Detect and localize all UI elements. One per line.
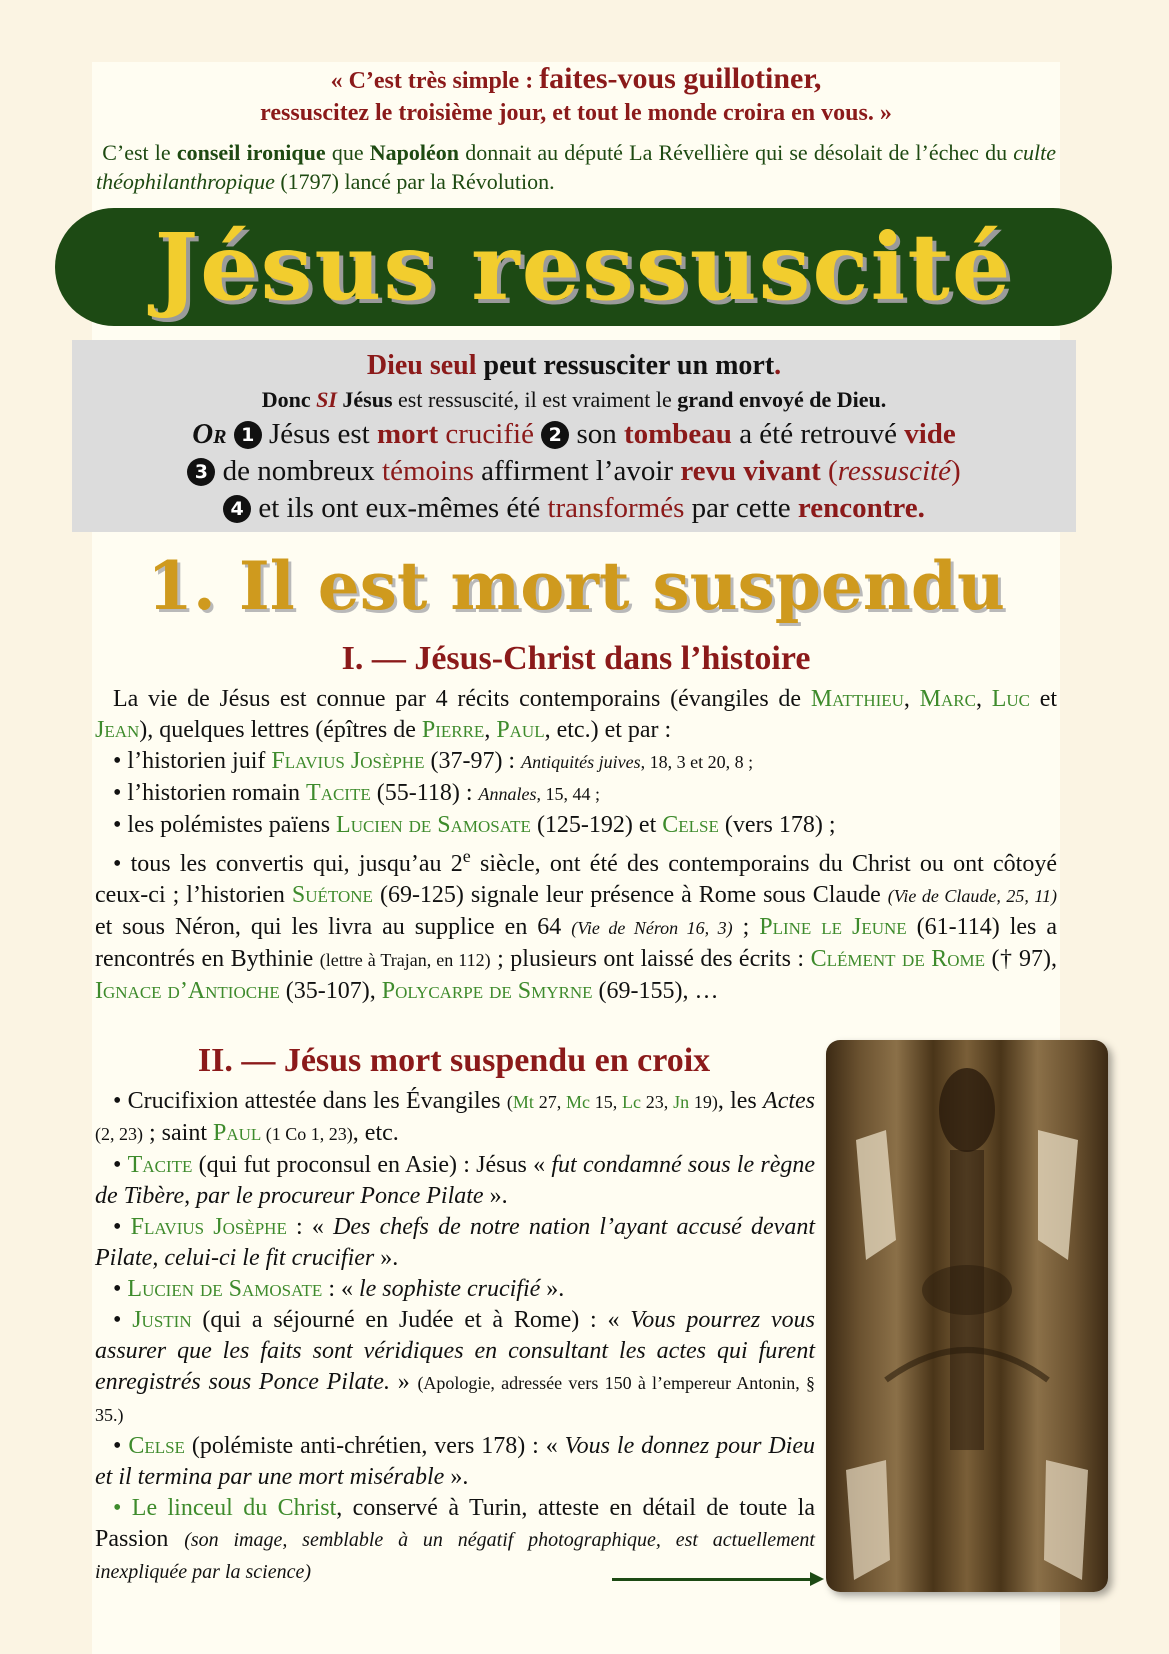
name-josephe: Flavius Josèphe (130, 1214, 287, 1240)
name-polycarpe: Polycarpe de Smyrne (381, 978, 593, 1004)
list-item (95, 810, 1057, 841)
body-text: ; (732, 914, 760, 940)
summary-text: Or (192, 418, 227, 450)
quote-italic: le sophiste crucifié (358, 1276, 541, 1302)
name-suetone: Suétone (291, 882, 373, 908)
body-text: • (113, 1433, 129, 1459)
summary-text: mort (376, 418, 439, 450)
body-text: • tous les convertis qui, jusqu’au 2 (113, 851, 463, 877)
summary-text: son (569, 418, 624, 450)
page-title: Jésus ressuscité (154, 213, 1013, 321)
body-text: ». (444, 1464, 469, 1490)
superscript: e (462, 846, 471, 866)
body-text: , (975, 686, 992, 712)
summary-text: et ils ont eux-mêmes été (251, 492, 548, 524)
body-text: et sous Néron, qui les livra au supplice en 64 (95, 914, 572, 940)
name-matthieu: Matthieu (810, 686, 904, 712)
summary-text: affirment l’avoir (473, 455, 681, 487)
section-title: 1. Il est mort suspendu (146, 547, 1006, 625)
heading-history: I. — Jésus-Christ dans l’histoire (341, 640, 811, 677)
name-clement: Clément de Rome (810, 946, 985, 972)
body-text: (qui fut proconsul en Asie) : Jésus « (192, 1152, 552, 1178)
quote-line1-part1: « C’est très simple : (330, 68, 540, 94)
summary-text: est ressuscité, il est vraiment le (392, 387, 678, 412)
number-badge-4: 4 (223, 495, 251, 523)
list-item (95, 746, 1057, 778)
body-text: (69-125) signale leur présence à Rome sous Claude (372, 882, 888, 908)
body-text: • (113, 1307, 133, 1333)
quote-line1-part2: faites-vous guillotiner, (539, 62, 822, 95)
summary-text: ( (820, 455, 838, 487)
name-pline: Pline le Jeune (759, 914, 907, 940)
list-item (95, 1431, 815, 1493)
body-text: , etc.) et par : (544, 717, 672, 743)
ref-jn: Jn (673, 1092, 690, 1112)
ref-mt: Mt (512, 1092, 534, 1112)
name-paul: Paul (213, 1120, 262, 1146)
body-text: , etc. (352, 1120, 399, 1146)
summary-text: par cette (684, 492, 798, 524)
intro-paragraph (96, 138, 1056, 196)
arrow-icon (612, 1578, 814, 1581)
name-celse: Celse (128, 1433, 185, 1459)
name-lucien: Lucien de Samosate (127, 1276, 323, 1302)
summary-text: rencontre. (797, 492, 925, 524)
body-text: (69-155), … (592, 978, 719, 1004)
body-text: (polémiste anti-chrétien, vers 178) : « (184, 1433, 565, 1459)
number-badge-3: 3 (187, 458, 215, 486)
intro-text: (1797) lancé par la Révolution. (274, 169, 555, 194)
ref-italic: (Vie de Néron 16, 3) (571, 918, 733, 938)
body-text: (qui a séjourné en Judée et à Rome) : « (191, 1307, 631, 1333)
summary-text: ) (950, 455, 961, 487)
name-celse: Celse (662, 812, 719, 838)
name-tacite: Tacite (127, 1152, 193, 1178)
history-section (95, 684, 1057, 1007)
napoleon-quote (92, 62, 1060, 128)
summary-text: transformés (547, 492, 685, 524)
ref-lc: Lc (622, 1092, 642, 1112)
body-text: ; saint (143, 1120, 213, 1146)
ref-mc: Mc (565, 1092, 590, 1112)
body-text: , (484, 717, 497, 743)
name-justin: Justin (132, 1307, 192, 1333)
summary-text: Jésus (336, 387, 393, 412)
ref-text: , 15, 44 ; (536, 784, 601, 804)
ref-text: 27, (533, 1092, 566, 1112)
body-text: ». (540, 1276, 565, 1302)
list-item (95, 1150, 815, 1212)
name-marc: Marc (919, 686, 976, 712)
summary-text: revu vivant (680, 455, 821, 487)
list-item (95, 1305, 815, 1431)
ref-text: 19) (689, 1092, 718, 1112)
body-text: • (113, 1276, 128, 1302)
quote-italic: Vous le donnez pour Dieu et il termina par une mort misérable (95, 1433, 815, 1490)
body-text: • (113, 1214, 131, 1240)
ref-italic: Annales (478, 784, 537, 804)
body-text: • l’historien juif (113, 748, 272, 774)
list-item (95, 1274, 815, 1305)
name-lucien: Lucien de Samosate (336, 812, 531, 838)
quote-italic: Vous pourrez vous assurer que les faits sont véridiques en consultant les actes qui furent enregistrés sous Ponce Pilate. (95, 1307, 815, 1395)
intro-text: C’est le (102, 140, 177, 165)
ref-text: (Apologie, adressée vers 150 à l’empereur Antonin, § 35.) (95, 1373, 815, 1425)
body-text: (37-97) : (424, 748, 522, 774)
title-banner (55, 208, 1112, 326)
name-paul: Paul (496, 717, 545, 743)
list-item (95, 1493, 815, 1588)
body-text: • l’historien romain (113, 780, 307, 806)
body-text: (55-118) : (370, 780, 479, 806)
list-item (95, 1212, 815, 1274)
name-tacite: Tacite (306, 780, 371, 806)
ref-italic: Antiquités juives (521, 752, 641, 772)
body-text: (vers 178) ; (718, 812, 836, 838)
summary-text: grand envoyé de Dieu. (677, 387, 887, 412)
body-text: (61-114) les a rencontrés en Bythinie (95, 914, 1057, 972)
shroud-image (826, 1040, 1108, 1592)
summary-text: Donc (261, 387, 317, 412)
list-item (95, 841, 1057, 1007)
summary-text: témoins (382, 455, 474, 487)
body-text: , conservé à Turin, atteste en détail de toute la Passion (95, 1495, 815, 1552)
ref-text: (lettre à Trajan, en 112) (319, 950, 491, 970)
quote-italic: fut condamné sous le règne de Tibère, par le procureur Ponce Pilate (95, 1152, 816, 1209)
summary-text: de nombreux (215, 455, 383, 487)
quote-line2: ressuscitez le troisième jour, et tout le monde croira en vous. » (260, 100, 892, 126)
body-text: (125-192) et (530, 812, 663, 838)
body-text: ; plusieurs ont laissé des écrits : (490, 946, 811, 972)
summary-text: peut ressusciter un mort (476, 350, 775, 381)
summary-text: a été retrouvé (731, 418, 905, 450)
intro-bold: conseil ironique (176, 140, 326, 165)
body-text: ». (374, 1245, 399, 1271)
body-text: • (113, 1152, 128, 1178)
body-text: • Crucifixion attestée dans les Évangiles (113, 1088, 507, 1114)
body-text: • les polémistes païens (113, 812, 337, 838)
shroud-figure-icon (826, 1040, 1108, 1592)
intro-bold: Napoléon (369, 140, 460, 165)
body-text: siècle, ont été des contemporains du Christ ou ont côtoyé ceux-ci ; l’historien (95, 851, 1057, 908)
summary-text: . (774, 350, 782, 381)
list-item (95, 778, 1057, 810)
name-jean: Jean (95, 717, 140, 743)
name-josephe: Flavius Josèphe (271, 748, 425, 774)
body-italic: Actes (763, 1088, 816, 1114)
quote-italic: Des chefs de notre nation l’ayant accusé devant Pilate, celui-ci le fit crucifier (95, 1214, 815, 1271)
body-text: ), quelques lettres (épîtres de (139, 717, 422, 743)
body-text: La vie de Jésus est connue par 4 récits contemporains (évangiles de (113, 686, 811, 712)
number-badge-1: 1 (234, 421, 262, 449)
summary-box (72, 340, 1076, 532)
body-text: , (903, 686, 920, 712)
name-pierre: Pierre (421, 717, 485, 743)
ref-text: ( (506, 1092, 513, 1112)
body-text: » (389, 1369, 418, 1395)
body-text: (35-107), (279, 978, 382, 1004)
body-text: , les (717, 1088, 764, 1114)
heading-crucifixion: II. — Jésus mort suspendu en croix (197, 1042, 711, 1079)
ref-text: 15, (589, 1092, 623, 1112)
body-text: ». (483, 1183, 508, 1209)
number-badge-2: 2 (541, 421, 569, 449)
summary-text: SI (316, 387, 337, 412)
summary-text: ressuscité (837, 455, 951, 487)
summary-text: crucifié (438, 418, 534, 450)
ref-text: , 18, 3 et 20, 8 ; (640, 752, 754, 772)
body-text: et (1029, 686, 1058, 712)
list-item (95, 1086, 815, 1150)
summary-text: Jésus est (261, 418, 377, 450)
name-luc: Luc (991, 686, 1030, 712)
crucifixion-section (95, 1086, 815, 1588)
summary-text: Dieu seul (366, 350, 477, 381)
ref-text: 23, (641, 1092, 674, 1112)
summary-text: tombeau (623, 418, 732, 450)
name-ignace: Ignace d’Antioche (95, 978, 280, 1004)
ref-text: (1 Co 1, 23) (261, 1124, 353, 1144)
shroud-label: • Le linceul du Christ (113, 1495, 337, 1521)
body-text: : « (286, 1214, 334, 1240)
intro-text: donnait au député La Révellière qui se désolait de l’échec du (459, 140, 1014, 165)
summary-text: vide (904, 418, 956, 450)
body-text: († 97), (985, 946, 1058, 972)
intro-italic: culte théophilanthropique (96, 140, 1057, 194)
ref-text: (2, 23) (95, 1124, 143, 1144)
quote-italic: (son image, semblable à un négatif photographique, est actuellement inexpliquée par la science) (95, 1529, 815, 1583)
body-text: : « (322, 1276, 359, 1302)
ref-italic: (Vie de Claude, 25, 11) (887, 886, 1057, 906)
intro-text: que (325, 140, 370, 165)
